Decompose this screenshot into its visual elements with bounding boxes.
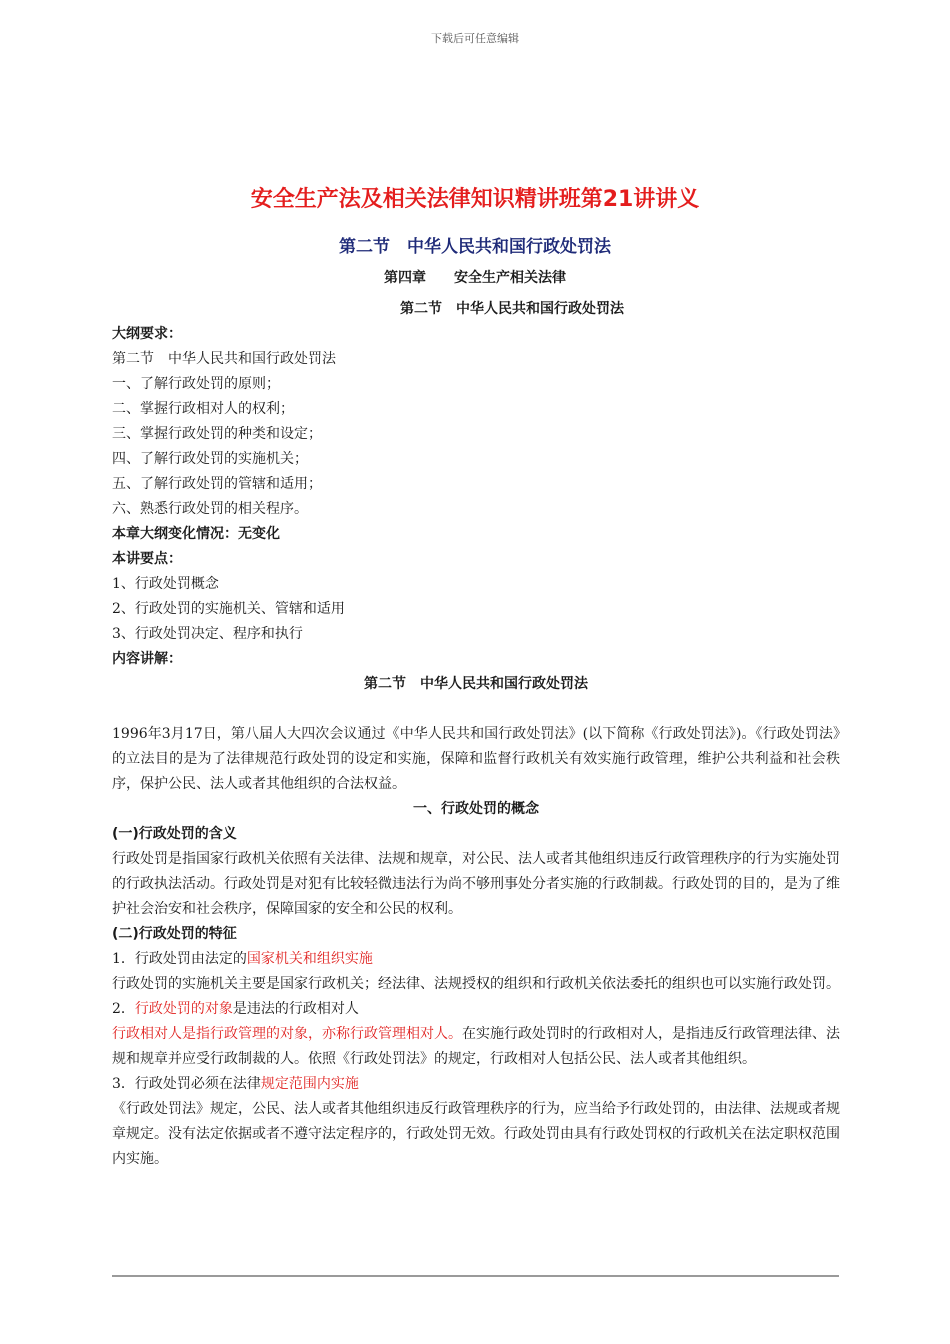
features-heading: (二)行政处罚的特征 (112, 926, 237, 942)
meaning-paragraph: 行政处罚是指国家行政机关依照有关法律、法规和规章，对公民、法人或者其他组织违反行政管理秩序的行为实施处罚的行政执法活动。行政处罚是对犯有比较轻微违法行为尚不够刑事处分者实施的行政制裁。行政处罚的目的，是为了维护社会治安和社会秩序，保障国家的安全和公民的权利。 (112, 851, 840, 917)
document-body (112, 322, 840, 1172)
key-point-item: 3、行政处罚决定、程序和执行 (112, 626, 303, 642)
content-heading: 内容讲解： (112, 651, 182, 667)
feature-3-heading: 3．行政处罚必须在法律规定范围内实施 (112, 1076, 359, 1092)
feature-2-heading: 2．行政处罚的对象是违法的行政相对人 (112, 1001, 359, 1017)
outline-heading: 大纲要求： (112, 326, 182, 342)
key-points-heading: 本讲要点： (112, 551, 182, 567)
outline-item: 一、了解行政处罚的原则； (112, 376, 280, 392)
section-heading: 第二节 中华人民共和国行政处罚法 (400, 301, 624, 317)
outline-item: 三、掌握行政处罚的种类和设定； (112, 426, 322, 442)
outline-section: 第二节 中华人民共和国行政处罚法 (112, 351, 336, 367)
outline-item: 四、了解行政处罚的实施机关； (112, 451, 308, 467)
feature-1-paragraph: 行政处罚的实施机关主要是国家行政机关；经法律、法规授权的组织和行政机关依法委托的组织也可以实施行政处罚。 (112, 976, 840, 992)
document-subtitle: 第二节 中华人民共和国行政处罚法 (339, 237, 611, 257)
chapter-heading: 第四章 安全生产相关法律 (384, 270, 566, 286)
document-title: 安全生产法及相关法律知识精讲班第21讲讲义 (250, 187, 700, 212)
change-note: 本章大纲变化情况：无变化 (112, 526, 280, 542)
outline-item: 六、熟悉行政处罚的相关程序。 (112, 501, 308, 517)
header-note: 下载后可任意编辑 (431, 32, 519, 45)
meaning-heading: (一)行政处罚的含义 (112, 826, 237, 842)
section-center-heading: 第二节 中华人民共和国行政处罚法 (364, 676, 588, 692)
footer-rule (112, 1275, 839, 1277)
feature-2-paragraph: 行政相对人是指行政管理的对象，亦称行政管理相对人。在实施行政处罚时的行政相对人，是指违反行政管理法律、法规和规章并应受行政制裁的人。依照《行政处罚法》的规定，行政相对人包括公民、法人或者其他组织。 (112, 1026, 840, 1067)
outline-item: 二、掌握行政相对人的权利； (112, 401, 294, 417)
part1-heading: 一、行政处罚的概念 (413, 801, 539, 817)
feature-3-paragraph: 《行政处罚法》规定，公民、法人或者其他组织违反行政管理秩序的行为，应当给予行政处罚的，由法律、法规或者规章规定。没有法定依据或者不遵守法定程序的，行政处罚无效。行政处罚由具有行政处罚权的行政机关在法定职权范围内实施。 (112, 1101, 840, 1167)
intro-paragraph: 1996年3月17日，第八届人大四次会议通过《中华人民共和国行政处罚法》(以下简称《行政处罚法》)。《行政处罚法》的立法目的是为了法律规范行政处罚的设定和实施，保障和监督行政机关有效实施行政管理，维护公共利益和社会秩序，保护公民、法人或者其他组织的合法权益。 (112, 726, 840, 792)
key-point-item: 2、行政处罚的实施机关、管辖和适用 (112, 601, 345, 617)
outline-item: 五、了解行政处罚的管辖和适用； (112, 476, 322, 492)
key-point-item: 1、行政处罚概念 (112, 576, 219, 592)
feature-1-heading: 1．行政处罚由法定的国家机关和组织实施 (112, 951, 373, 967)
